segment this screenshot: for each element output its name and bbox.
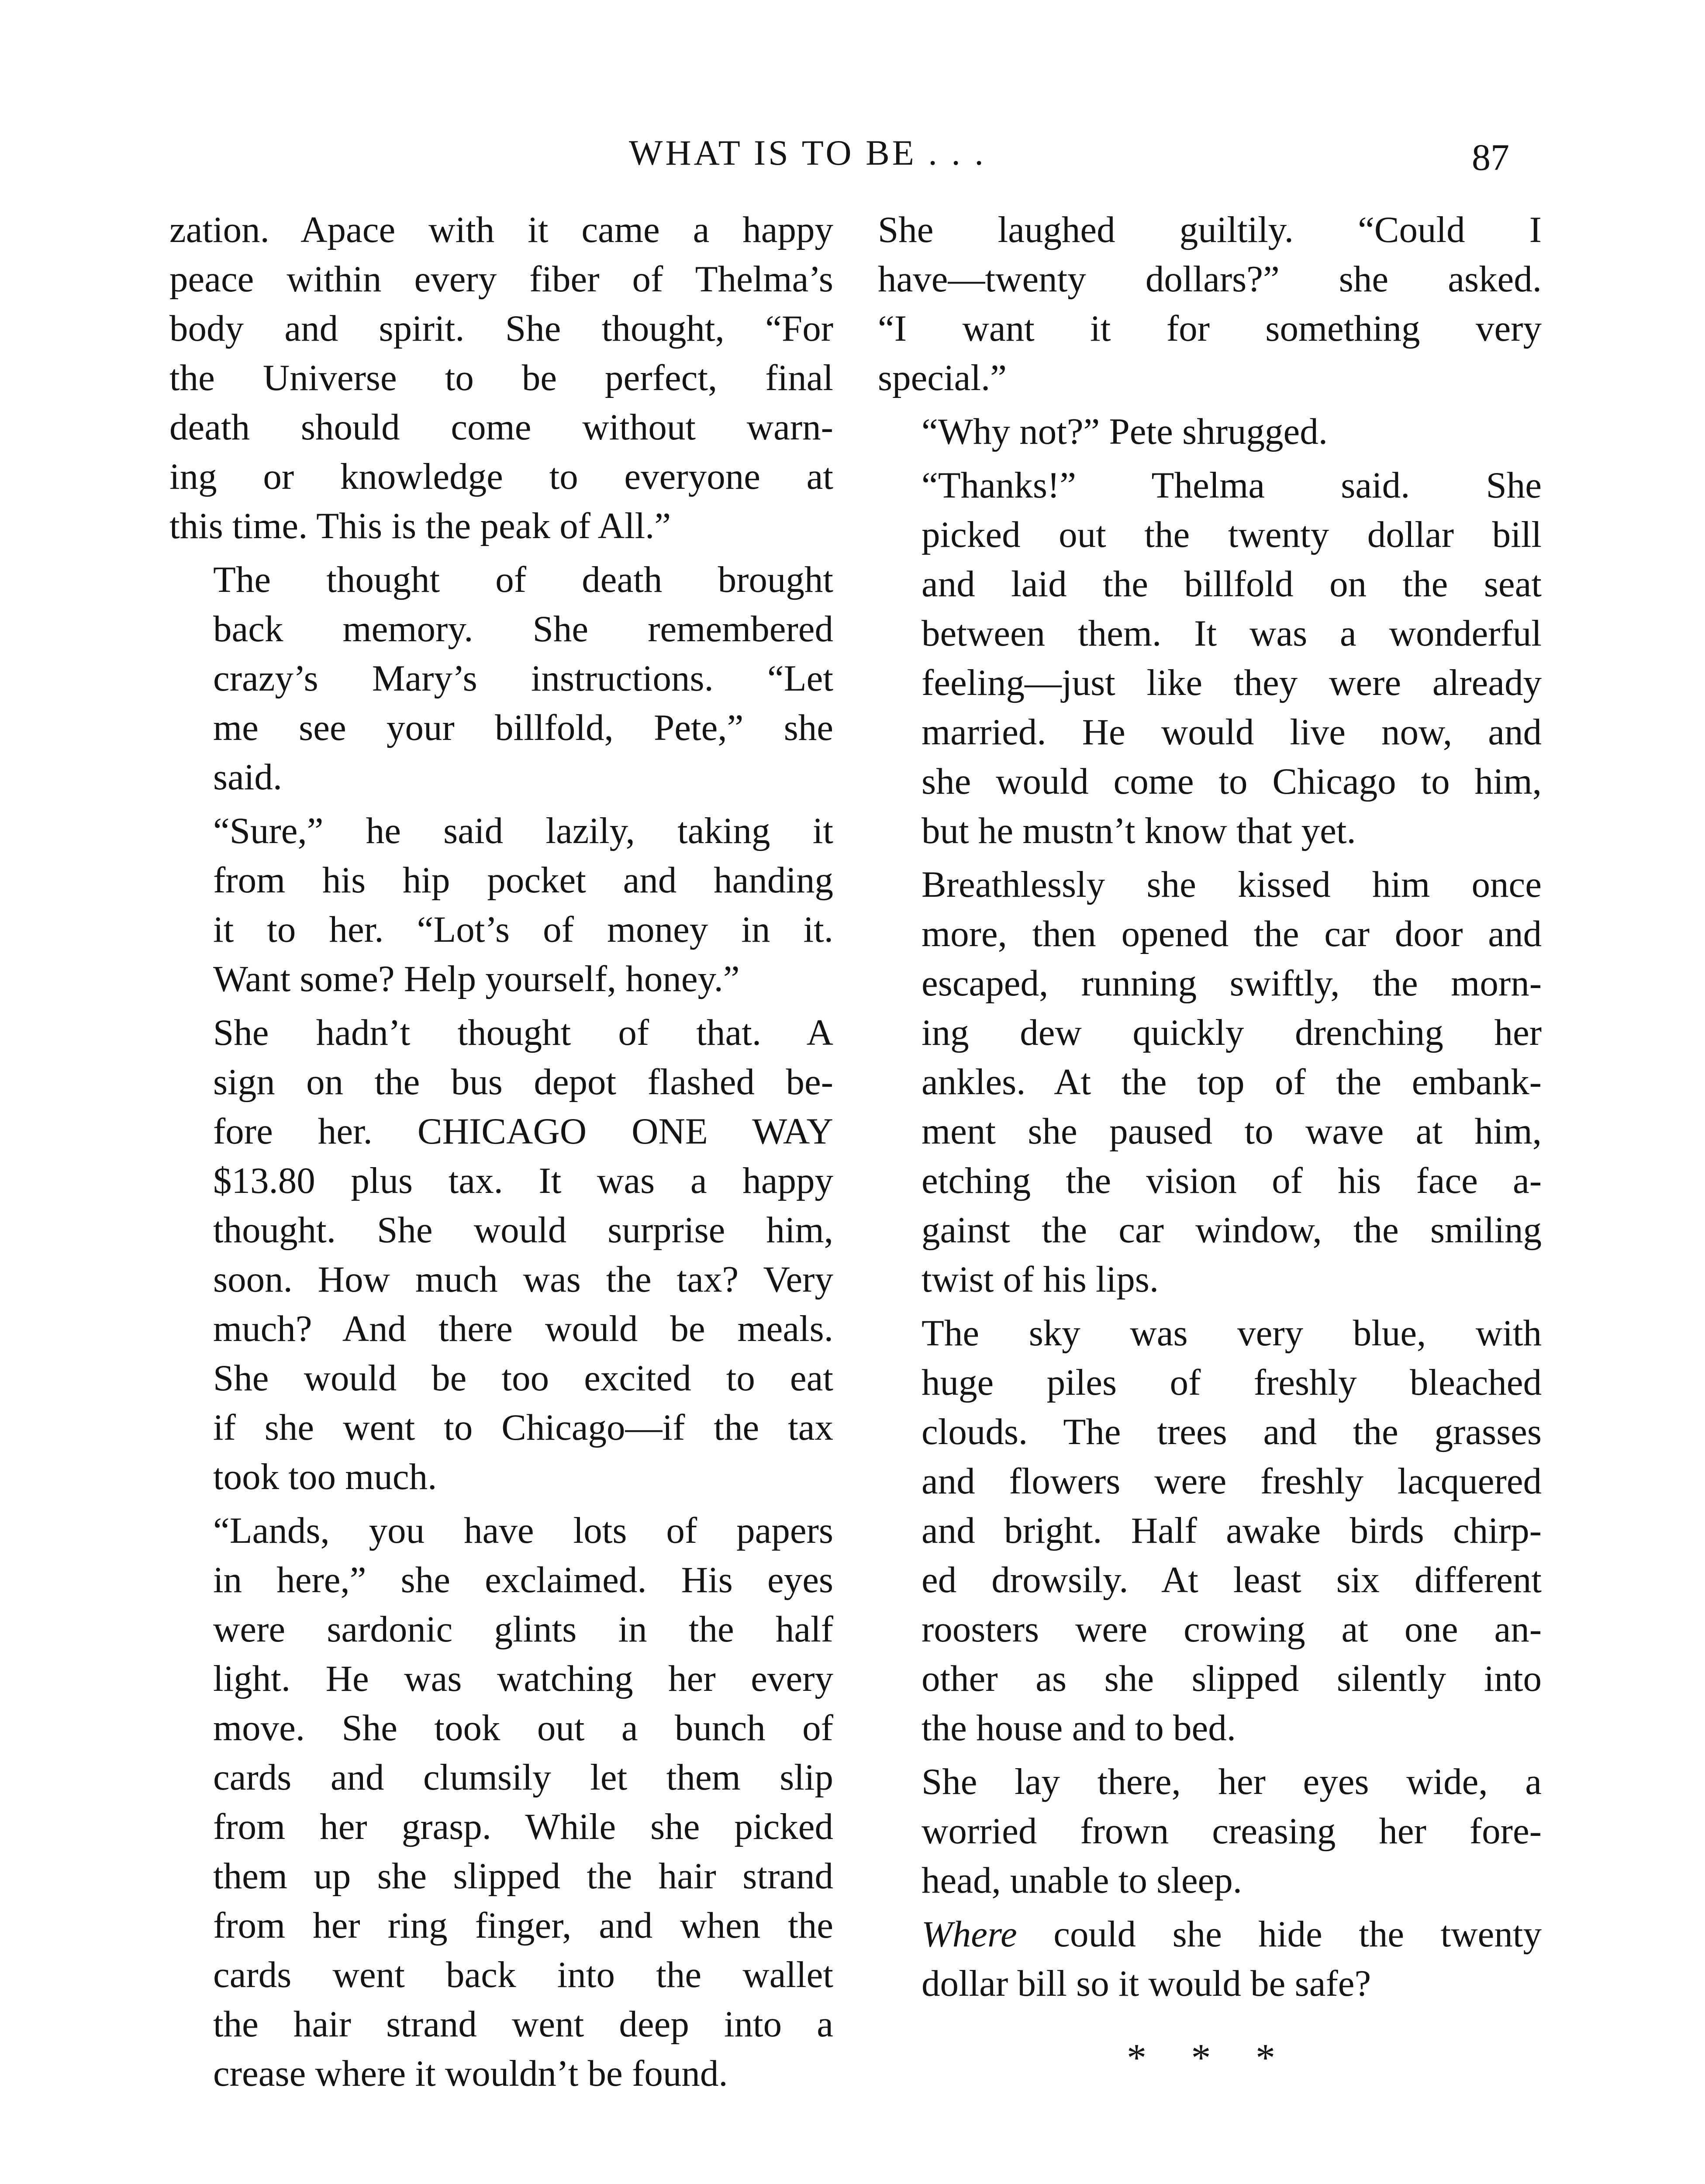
text-line: took too much. xyxy=(213,1456,437,1497)
text-line: twist of his lips. xyxy=(922,1259,1159,1300)
text-line: and bright. Half awake birds chirp- xyxy=(922,1510,1542,1551)
text-line: ing dew quickly drenching her xyxy=(922,1012,1542,1053)
paragraph xyxy=(878,1910,1542,2008)
paragraph xyxy=(878,860,1542,1304)
text-line: Breathlessly she kissed him once xyxy=(922,864,1542,905)
text-line: married. He would live now, and xyxy=(922,712,1542,753)
text-line: Where could she hide the twenty xyxy=(922,1914,1542,1955)
text-line: gainst the car window, the smiling xyxy=(922,1209,1542,1251)
text-line: ment she paused to wave at him, xyxy=(922,1111,1542,1152)
text-line: peace within every fiber of Thelma’s xyxy=(169,259,833,300)
text-line: said. xyxy=(213,757,283,798)
text-line: feeling—just like they were already xyxy=(922,662,1542,703)
text-line: head, unable to sleep. xyxy=(922,1860,1243,1901)
text-line: me see your billfold, Pete,” she xyxy=(213,707,833,748)
text-line: escaped, running swiftly, the morn- xyxy=(922,963,1542,1004)
text-line: much? And there would be meals. xyxy=(213,1308,833,1349)
text-line: between them. It was a wonderful xyxy=(922,613,1542,654)
paragraph xyxy=(169,205,833,551)
text-line: “Sure,” he said lazily, taking it xyxy=(213,810,833,851)
text-line: soon. How much was the tax? Very xyxy=(213,1259,833,1300)
text-line: the house and to bed. xyxy=(922,1707,1236,1749)
text-line: death should come without warn- xyxy=(169,407,833,448)
text-line: cards went back into the wallet xyxy=(213,1954,833,1995)
text-line: She laughed guiltily. “Could I xyxy=(878,209,1542,250)
text-line: “Lands, you have lots of papers xyxy=(213,1510,833,1551)
text-line: she would come to Chicago to him, xyxy=(922,761,1542,802)
text-line: ankles. At the top of the embank- xyxy=(922,1061,1542,1102)
text-line: if she went to Chicago—if the tax xyxy=(213,1407,833,1448)
text-line: zation. Apace with it came a happy xyxy=(169,209,833,250)
paragraph xyxy=(169,555,833,802)
text-line: special.” xyxy=(878,357,1007,398)
text-line: She hadn’t thought of that. A xyxy=(213,1012,833,1053)
text-line: sign on the bus depot flashed be- xyxy=(213,1061,833,1102)
text-line: from his hip pocket and handing xyxy=(213,860,833,901)
text-line: picked out the twenty dollar bill xyxy=(922,514,1542,555)
text-line: thought. She would surprise him, xyxy=(213,1209,833,1251)
running-title: WHAT IS TO BE . . . xyxy=(629,133,986,173)
text-line: The sky was very blue, with xyxy=(922,1313,1542,1354)
text-line: from her grasp. While she picked xyxy=(213,1806,833,1847)
text-line: them up she slipped the hair strand xyxy=(213,1856,833,1897)
text-line: the hair strand went deep into a xyxy=(213,2004,833,2045)
paragraph xyxy=(878,407,1542,456)
text-line: move. She took out a bunch of xyxy=(213,1707,833,1749)
text-line: ing or knowledge to everyone at xyxy=(169,456,833,497)
page-number: 87 xyxy=(1472,136,1509,178)
text-line: Want some? Help yourself, honey.” xyxy=(213,958,740,999)
paragraph xyxy=(878,1309,1542,1753)
text-line: light. He was watching her every xyxy=(213,1658,833,1699)
text-line: were sardonic glints in the half xyxy=(213,1609,833,1650)
paragraph xyxy=(169,1506,833,2098)
text-line: but he mustn’t know that yet. xyxy=(922,810,1356,851)
text-line: and flowers were freshly lacquered xyxy=(922,1461,1542,1502)
text-line: crazy’s Mary’s instructions. “Let xyxy=(213,658,833,699)
section-break-asterisks: * * * xyxy=(1127,2036,1293,2080)
text-line: more, then opened the car door and xyxy=(922,913,1542,954)
paragraph xyxy=(169,806,833,1004)
paragraph xyxy=(878,205,1542,403)
paragraph xyxy=(878,461,1542,856)
text-line: etching the vision of his face a- xyxy=(922,1160,1542,1201)
text-line: it to her. “Lot’s of money in it. xyxy=(213,909,833,950)
text-line: have—twenty dollars?” she asked. xyxy=(878,259,1542,300)
running-head xyxy=(0,122,1705,183)
text-line: other as she slipped silently into xyxy=(922,1658,1542,1699)
text-line: from her ring finger, and when the xyxy=(213,1905,833,1946)
text-line: “Thanks!” Thelma said. She xyxy=(922,465,1542,506)
left-text-column xyxy=(169,205,833,2103)
right-text-column xyxy=(878,205,1542,2013)
text-line: cards and clumsily let them slip xyxy=(213,1757,833,1798)
text-line: “I want it for something very xyxy=(878,308,1542,349)
text-line: huge piles of freshly bleached xyxy=(922,1362,1542,1403)
text-line: in here,” she exclaimed. His eyes xyxy=(213,1559,833,1600)
text-line: worried frown creasing her fore- xyxy=(922,1811,1542,1852)
text-line: The thought of death brought xyxy=(213,559,833,600)
text-line: clouds. The trees and the grasses xyxy=(922,1411,1542,1452)
text-line: roosters were crowing at one an- xyxy=(922,1609,1542,1650)
text-line: $13.80 plus tax. It was a happy xyxy=(213,1160,833,1201)
text-line: crease where it wouldn’t be found. xyxy=(213,2053,728,2094)
text-line: fore her. CHICAGO ONE WAY xyxy=(213,1111,833,1152)
paragraph xyxy=(169,1008,833,1502)
text-line: the Universe to be perfect, final xyxy=(169,357,833,398)
text-line: dollar bill so it would be safe? xyxy=(922,1963,1371,2004)
text-line: She lay there, her eyes wide, a xyxy=(922,1761,1542,1802)
text-line: this time. This is the peak of All.” xyxy=(169,505,671,546)
text-line: body and spirit. She thought, “For xyxy=(169,308,833,349)
text-line: and laid the billfold on the seat xyxy=(922,563,1542,605)
text-line: She would be too excited to eat xyxy=(213,1358,833,1399)
paragraph xyxy=(878,1757,1542,1905)
text-line: ed drowsily. At least six different xyxy=(922,1559,1542,1600)
text-line: back memory. She remembered xyxy=(213,608,833,650)
text-line: “Why not?” Pete shrugged. xyxy=(922,411,1328,452)
